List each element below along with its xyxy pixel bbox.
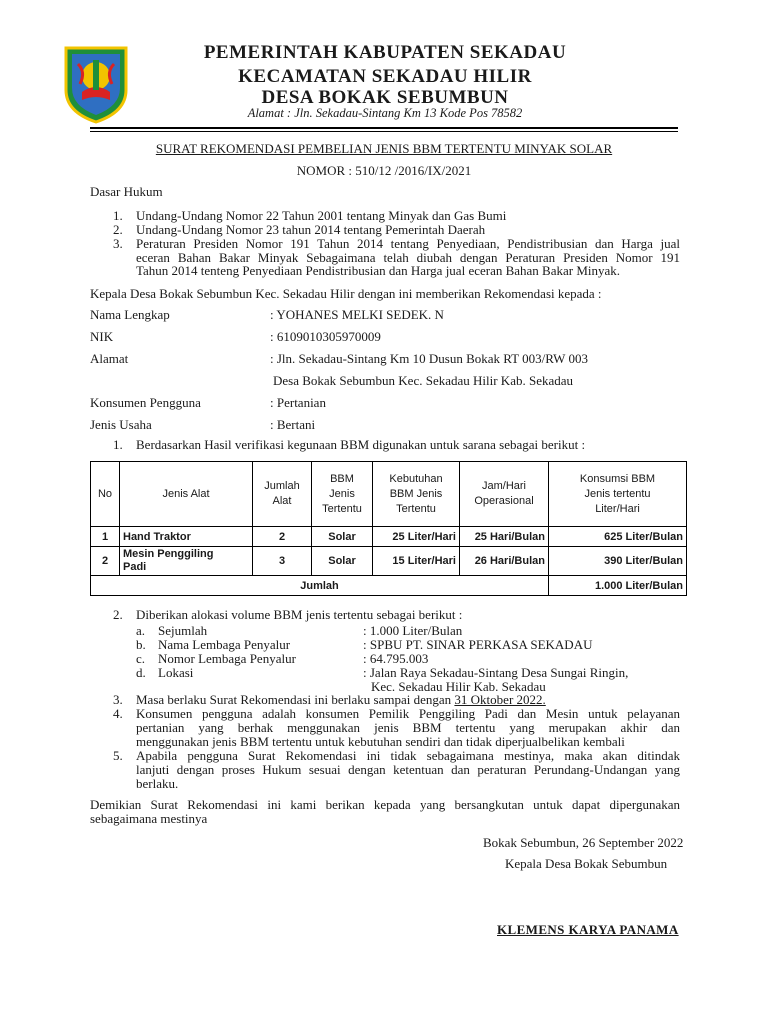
cell-total-value: 1.000 Liter/Bulan xyxy=(549,576,687,596)
list-number: 2. xyxy=(113,607,123,622)
validity-date: 31 Oktober 2022. xyxy=(454,692,546,707)
letterhead-line-3: DESA BOKAK SEBUMBUN xyxy=(261,87,509,108)
signer-name: KLEMENS KARYA PANAMA xyxy=(497,922,679,937)
dasar-hukum-item: Undang-Undang Nomor 22 Tahun 2001 tentang Minyak dan Gas Bumi xyxy=(136,208,507,223)
header-jenis-alat: Jenis Alat xyxy=(120,462,253,527)
dasar-hukum-label: Dasar Hukum xyxy=(90,184,163,199)
sub-letter: a. xyxy=(136,623,146,638)
closing-line: Demikian Surat Rekomendasi ini kami berikan kepada yang bersangkutan untuk dapat dipergunakan xyxy=(90,797,680,812)
list-number: 3. xyxy=(113,236,123,251)
point-4-line: pertanian yang berhak menggunakan jenis BBM tertentu yang merupakan akhir dan xyxy=(136,720,680,735)
cell-jumlah: 2 xyxy=(253,527,312,547)
document-title: SURAT REKOMENDASI PEMBELIAN JENIS BBM TERTENTU MINYAK SOLAR xyxy=(155,141,613,156)
point-5-line: lanjuti dengan proses Hukum sesuai dengan ketentuan dan peraturan Perundang-Undangan yang xyxy=(136,762,680,777)
header-konsumsi: Konsumsi BBM Jenis tertentu Liter/Hari xyxy=(549,462,687,527)
sub-value: : SPBU PT. SINAR PERKASA SEKADAU xyxy=(363,637,593,652)
regency-emblem-logo xyxy=(60,42,132,124)
sub-letter: b. xyxy=(136,637,146,652)
table-total-row xyxy=(91,576,687,596)
cell-jumlah: 3 xyxy=(253,547,312,576)
cell-konsumsi: 390 Liter/Bulan xyxy=(549,547,687,576)
sub-label: Sejumlah xyxy=(158,623,208,638)
list-number: 1. xyxy=(113,208,123,223)
field-label-konsumen: Konsumen Pengguna xyxy=(90,395,201,410)
point-4-line: Konsumen pengguna adalah konsumen Pemilik Penggiling Padi dan Mesin untuk pelayanan xyxy=(136,706,680,721)
point-1-text: Berdasarkan Hasil verifikasi kegunaan BBM digunakan untuk sarana sebagai berikut : xyxy=(136,437,586,452)
dasar-hukum-item: Undang-Undang Nomor 23 tahun 2014 tentang Pemerintah Daerah xyxy=(136,222,486,237)
field-label-nik: NIK xyxy=(90,329,114,344)
place-date: Bokak Sebumbun, 26 September 2022 xyxy=(483,835,684,850)
intro-text: Kepala Desa Bokak Sebumbun Kec. Sekadau Hilir dengan ini memberikan Rekomendasi kepada : xyxy=(90,286,602,301)
sub-value: : Jalan Raya Sekadau-Sintang Desa Sungai Ringin, xyxy=(363,665,629,680)
sub-label: Nomor Lembaga Penyalur xyxy=(158,651,296,666)
header-jam: Jam/Hari Operasional xyxy=(460,462,549,527)
bbm-usage-table xyxy=(90,461,687,596)
sub-value: : 64.795.003 xyxy=(363,651,429,666)
cell-kebutuhan: 15 Liter/Hari xyxy=(373,547,460,576)
field-value-konsumen: : Pertanian xyxy=(270,395,326,410)
list-number: 3. xyxy=(113,692,123,707)
cell-total-label: Jumlah xyxy=(91,576,549,596)
field-value-alamat: : Jln. Sekadau-Sintang Km 10 Dusun Bokak RT 003/RW 003 xyxy=(270,351,588,366)
dasar-hukum-item: Tahun 2014 tenteng Penyediaan Pendistribusian dan Harga jual eceran Bahan Bakar Minyak. xyxy=(136,263,621,278)
letterhead-address: Alamat : Jln. Sekadau-Sintang Km 13 Kode Pos 78582 xyxy=(247,106,523,120)
sub-label: Lokasi xyxy=(158,665,194,680)
point-4-line: menggunakan jenis BBM tertentu untuk kebutuhan sendiri dan tidak diperjualbelikan kembali xyxy=(136,734,625,749)
cell-bbm: Solar xyxy=(312,547,373,576)
cell-no: 2 xyxy=(91,547,120,576)
list-number: 4. xyxy=(113,706,123,721)
cell-konsumsi: 625 Liter/Bulan xyxy=(549,527,687,547)
point-2-text: Diberikan alokasi volume BBM jenis tertentu sebagai berikut : xyxy=(136,607,463,622)
dasar-hukum-item: Peraturan Presiden Nomor 191 Tahun 2014 tentang Penyediaan, Pendistribusian dan Harga jual xyxy=(136,236,680,251)
cell-alat: Mesin Penggiling Padi xyxy=(120,547,253,576)
letterhead-rule-thin xyxy=(90,131,678,132)
dasar-hukum-item: eceran Bahan Bakar Minyak Sebagaimana telah diubah dengan Peraturan Presiden Nomor 191 xyxy=(136,250,680,265)
document-number: NOMOR : 510/12 /2016/IX/2021 xyxy=(296,163,472,178)
letterhead-line-1: PEMERINTAH KABUPATEN SEKADAU xyxy=(203,42,567,63)
sub-value: : 1.000 Liter/Bulan xyxy=(363,623,463,638)
field-label-alamat: Alamat xyxy=(90,351,129,366)
cell-jam: 25 Hari/Bulan xyxy=(460,527,549,547)
list-number: 2. xyxy=(113,222,123,237)
sub-label: Nama Lembaga Penyalur xyxy=(158,637,291,652)
list-number: 5. xyxy=(113,748,123,763)
header-no: No xyxy=(91,462,120,527)
signer-title: Kepala Desa Bokak Sebumbun xyxy=(505,856,668,871)
field-value-nik: : 6109010305970009 xyxy=(270,329,381,344)
field-value-usaha: : Bertani xyxy=(270,417,316,432)
field-value-alamat-line2: Desa Bokak Sebumbun Kec. Sekadau Hilir Kab. Sekadau xyxy=(273,373,574,388)
cell-no: 1 xyxy=(91,527,120,547)
closing-line: sebagaimana mestinya xyxy=(90,811,208,826)
header-kebutuhan: Kebutuhan BBM Jenis Tertentu xyxy=(373,462,460,527)
field-label-nama: Nama Lengkap xyxy=(90,307,170,322)
cell-kebutuhan: 25 Liter/Hari xyxy=(373,527,460,547)
point-5-line: berlaku. xyxy=(136,776,179,791)
point-3-text: Masa berlaku Surat Rekomendasi ini berlaku sampai dengan 31 Oktober 2022. xyxy=(136,692,546,707)
field-value-nama: : YOHANES MELKI SEDEK. N xyxy=(270,307,444,322)
letterhead-rule-thick xyxy=(90,127,678,129)
sub-letter: c. xyxy=(136,651,146,666)
table-row xyxy=(91,527,687,547)
list-number: 1. xyxy=(113,437,123,452)
header-jumlah-alat: Jumlah Alat xyxy=(253,462,312,527)
sub-value-line2: Kec. Sekadau Hilir Kab. Sekadau xyxy=(371,679,546,694)
cell-bbm: Solar xyxy=(312,527,373,547)
point-5-line: Apabila pengguna Surat Rekomendasi ini tidak sebagaimana mestinya, maka akan ditindak xyxy=(136,748,680,763)
table-header-row xyxy=(91,462,687,527)
sub-letter: d. xyxy=(136,665,146,680)
field-label-usaha: Jenis Usaha xyxy=(90,417,152,432)
letterhead-line-2: KECAMATAN SEKADAU HILIR xyxy=(238,66,532,87)
table-row xyxy=(91,547,687,576)
cell-jam: 26 Hari/Bulan xyxy=(460,547,549,576)
cell-alat: Hand Traktor xyxy=(120,527,253,547)
header-bbm: BBM Jenis Tertentu xyxy=(312,462,373,527)
